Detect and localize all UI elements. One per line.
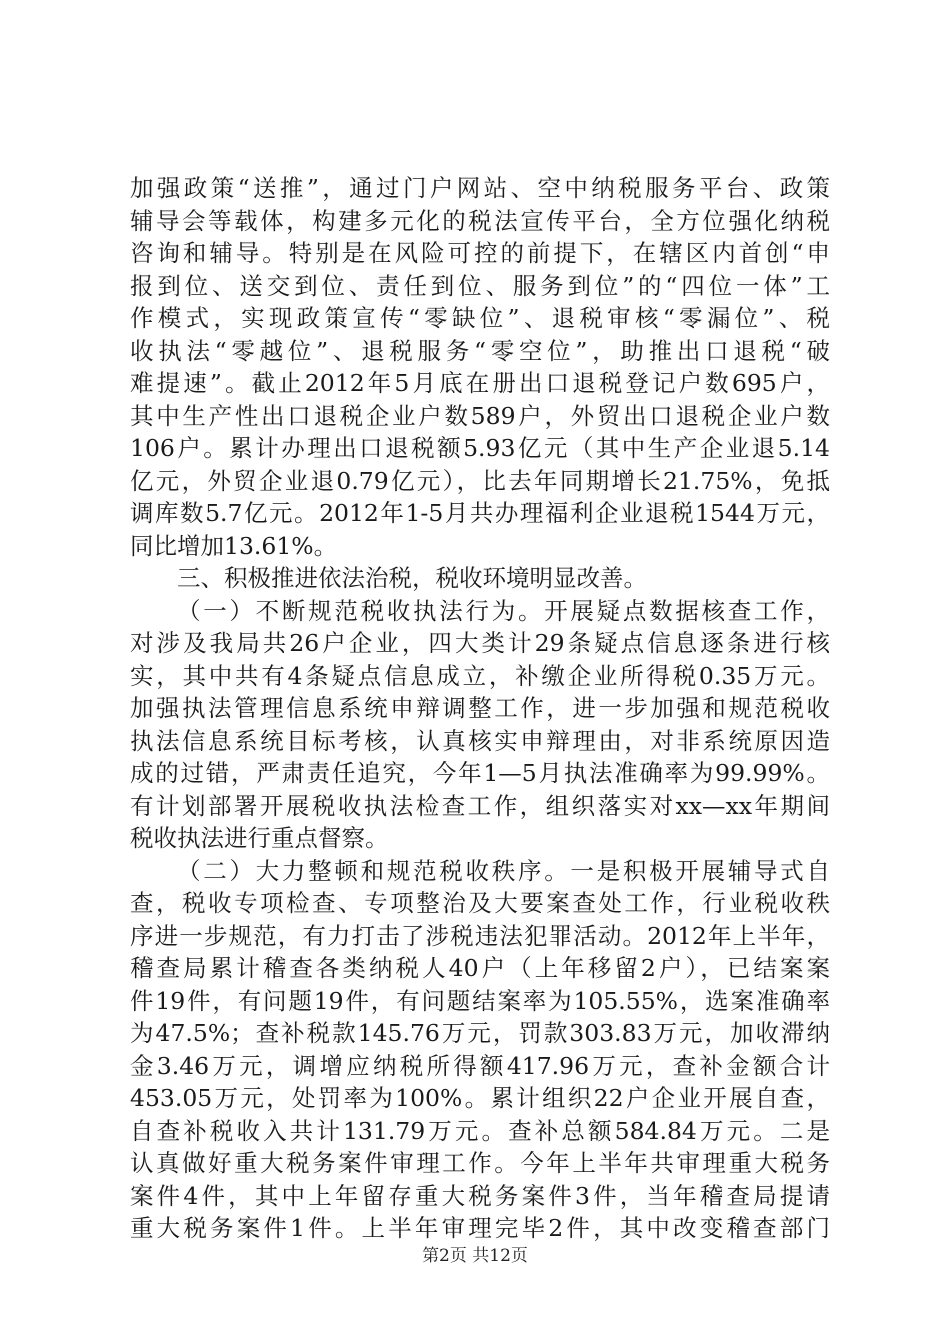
text-line: 咨询和辅导。特别是在风险可控的前提下，在辖区内首创“申 — [130, 239, 830, 267]
text-line: 作模式，实现政策宣传“零缺位”、退税审核“零漏位”、税 — [130, 304, 830, 332]
text-line: 辅导会等载体，构建多元化的税法宣传平台，全方位强化纳税 — [130, 206, 830, 235]
text-line: 453.05万元，处罚率为100%。累计组织22户企业开展自查， — [130, 1084, 830, 1112]
text-line: 稽查局累计稽查各类纳税人40户（上年移留2户），已结案案 — [130, 954, 830, 982]
text-line: 重大税务案件1件。上半年审理完毕2件，其中改变稽查部门 — [130, 1214, 830, 1242]
text-line: 为47.5%；查补税款145.76万元，罚款303.83万元，加收滞纳 — [130, 1019, 830, 1047]
text-line: 实，其中共有4条疑点信息成立，补缴企业所得税0.35万元。 — [130, 661, 830, 690]
text-line: 自查补税收入共计131.79万元。查补总额584.84万元。二是 — [130, 1116, 830, 1145]
text-line: 调库数5.7亿元。2012年1-5月共办理福利企业退税1544万元， — [130, 499, 830, 527]
text-line: 其中生产性出口退税企业户数589户，外贸出口退税企业户数 — [130, 401, 830, 430]
text-line: 成的过错，严肃责任追究，今年1—5月执法准确率为99.99%。 — [130, 759, 830, 787]
text-line: 对涉及我局共26户企业，四大类计29条疑点信息逐条进行核 — [130, 629, 830, 657]
text-line: 亿元，外贸企业退0.79亿元），比去年同期增长21.75%，免抵 — [130, 466, 830, 495]
text-line: 序进一步规范，有力打击了涉税违法犯罪活动。2012年上半年， — [130, 921, 830, 950]
text-line: 同比增加13.61%。 — [130, 531, 338, 560]
text-line: 报到位、送交到位、责任到位、服务到位”的“四位一体”工 — [130, 271, 830, 300]
subsection-heading-line: （一）不断规范税收执法行为。开展疑点数据核查工作， — [177, 596, 830, 625]
text-line: 认真做好重大税务案件审理工作。今年上半年共审理重大税务 — [130, 1149, 830, 1177]
text-line: 执法信息系统目标考核，认真核实申辩理由，对非系统原因造 — [130, 726, 830, 755]
section-heading: 三、积极推进依法治税，税收环境明显改善。 — [177, 564, 647, 592]
text-line: 案件4件，其中上年留存重大税务案件3件，当年稽查局提请 — [130, 1181, 830, 1210]
page-number-footer: 第2页 共12页 — [422, 1246, 528, 1266]
document-body — [130, 172, 830, 1245]
text-line: 加强政策“送推”，通过门户网站、空中纳税服务平台、政策 — [130, 174, 830, 202]
text-line: 加强执法管理信息系统申辩调整工作，进一步加强和规范税收 — [130, 694, 830, 722]
text-line: 金3.46万元，调增应纳税所得额417.96万元，查补金额合计 — [130, 1051, 830, 1080]
text-line: 税收执法进行重点督察。 — [130, 824, 389, 852]
subsection-heading-line: （二）大力整顿和规范税收秩序。一是积极开展辅导式自 — [177, 856, 830, 885]
text-line: 难提速”。截止2012年5月底在册出口退税登记户数695户， — [130, 369, 830, 397]
text-line: 106户。累计办理出口退税额5.93亿元（其中生产企业退5.14 — [130, 434, 830, 462]
text-line: 有计划部署开展税收执法检查工作，组织落实对xx—xx年期间 — [130, 791, 830, 820]
text-line: 查，税收专项检查、专项整治及大要案查处工作，行业税收秩 — [130, 889, 830, 917]
text-line: 收执法“零越位”、退税服务“零空位”，助推出口退税“破 — [130, 336, 830, 365]
text-line: 件19件，有问题19件，有问题结案率为105.55%，选案准确率 — [130, 986, 830, 1015]
